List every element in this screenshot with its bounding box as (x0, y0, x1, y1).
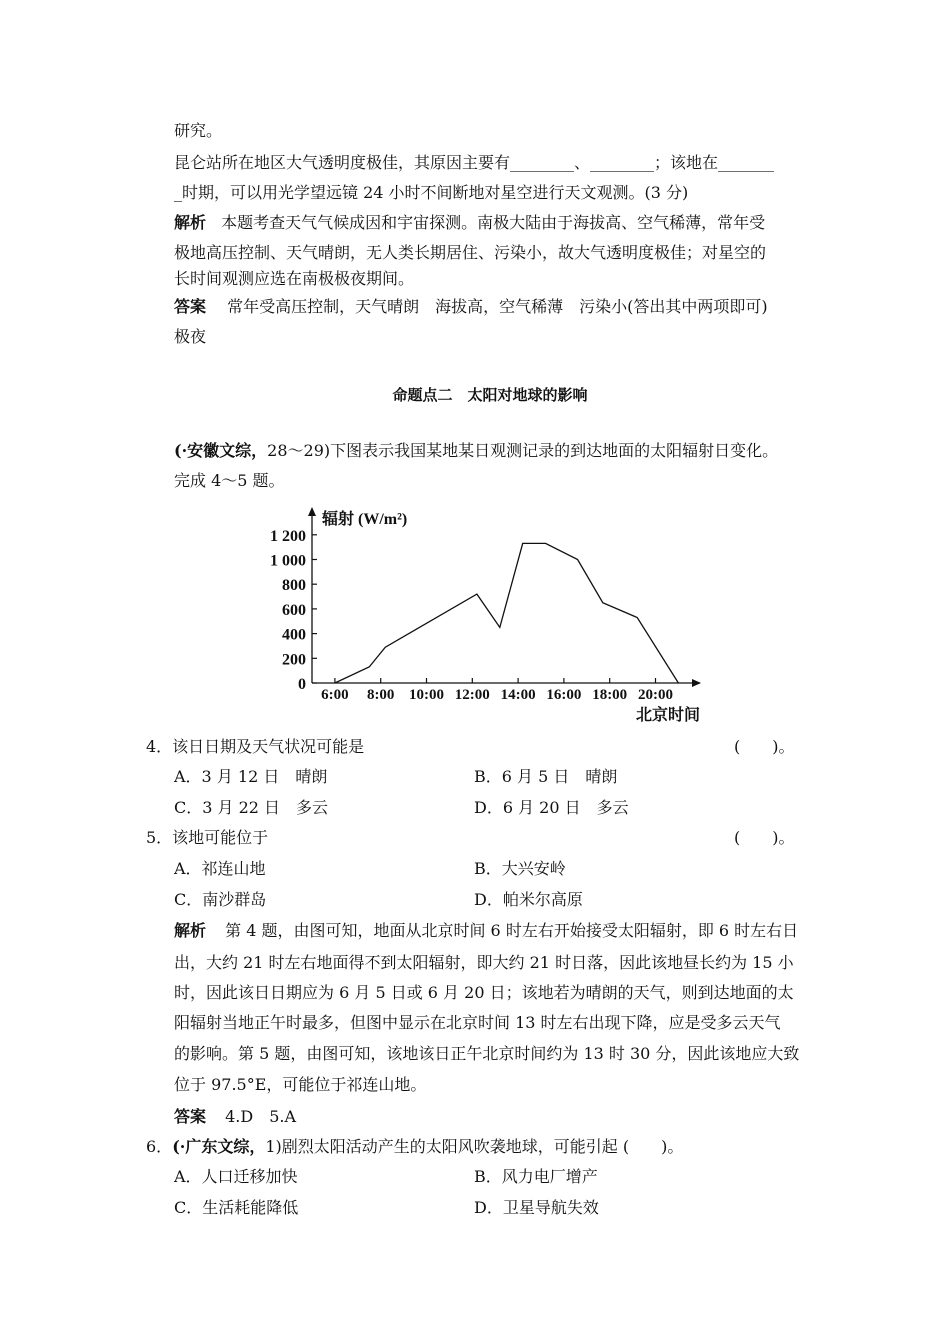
question-intro-line-2: 完成 4～5 题。 (174, 471, 285, 490)
question-source: (·安徽文综， (174, 441, 268, 460)
chart-series-line (335, 543, 679, 683)
q6-number: 6． (146, 1137, 173, 1156)
chart-x-tick-label: 18:00 (592, 687, 628, 703)
analysis-text: 第 4 题，由图可知，地面从北京时间 6 时左右开始接受太阳辐射，即 6 时左右日 (225, 921, 799, 940)
intro-line-2: 昆仑站所在地区大气透明度极佳，其原因主要有________、________；该地在_______ (174, 153, 775, 172)
answer-label: 答案 (174, 297, 207, 316)
chart-y-ticks (270, 528, 317, 693)
q45-analysis-line-3: 时，因此该日日期应为 6 月 5 日或 6 月 20 日；该地若为晴朗的天气，则到达地面的太 (174, 983, 794, 1002)
q6-stem (146, 1136, 683, 1158)
q45-analysis-line-2: 出，大约 21 时左右地面得不到太阳辐射，即大约 21 时日落，因此该地昼长约为 15 小 (174, 953, 794, 972)
solar-radiation-chart (250, 506, 720, 728)
q4-answer-paren[interactable]: ( )。 (734, 737, 795, 756)
chart-y-tick-label: 200 (282, 651, 306, 669)
chart-x-axis-label: 北京时间 (636, 707, 701, 724)
q5-option-c[interactable]: C．南沙群岛 (174, 890, 267, 909)
chart-y-axis-label: 辐射 (W/m²) (322, 511, 408, 528)
q6-option-b[interactable]: B．风力电厂增产 (474, 1167, 598, 1186)
q5-stem: 5．该地可能位于 (146, 828, 269, 847)
chart-x-tick-label: 12:00 (454, 687, 490, 703)
analysis-label: 解析 (174, 921, 207, 940)
chart-y-tick-label: 1 000 (270, 552, 306, 570)
q5-option-a[interactable]: A．祁连山地 (174, 859, 266, 878)
chart-x-tick-label: 8:00 (366, 687, 395, 703)
q4-option-b[interactable]: B．6 月 5 日 晴朗 (474, 767, 618, 786)
intro-answer-line-1 (174, 296, 768, 318)
chart-y-tick-label: 800 (282, 577, 306, 595)
intro-analysis-line-2: 极地高压控制、天气晴朗，无人类长期居住、污染小，故大气透明度极佳；对星空的 (174, 243, 767, 262)
intro-line-1: 研究。 (174, 121, 223, 140)
chart-y-tick-label: 600 (282, 601, 306, 619)
q6-option-a[interactable]: A．人口迁移加快 (174, 1167, 298, 1186)
q4-stem: 4．该日日期及天气状况可能是 (146, 737, 365, 756)
chart-x-tick-label: 16:00 (546, 687, 582, 703)
answer-text: 4.D 5.A (225, 1107, 297, 1126)
q6-option-c[interactable]: C．生活耗能降低 (174, 1198, 299, 1217)
chart-series (335, 543, 679, 683)
q5-answer-paren[interactable]: ( )。 (734, 828, 795, 847)
intro-analysis-line-3: 长时间观测应选在南极极夜期间。 (174, 269, 415, 288)
intro-answer-line-2: 极夜 (174, 327, 207, 346)
chart-x-ticks (321, 678, 673, 703)
intro-line-3: _时期，可以用光学望远镜 24 小时不间断地对星空进行天文观测。(3 分) (174, 183, 689, 202)
answer-text: 常年受高压控制，天气晴朗 海拔高，空气稀薄 污染小(答出其中两项即可) (227, 297, 768, 316)
question-intro-line-1 (174, 440, 778, 462)
q4-option-a[interactable]: A．3 月 12 日 晴朗 (174, 767, 328, 786)
q4-option-d[interactable]: D．6 月 20 日 多云 (474, 798, 629, 817)
q45-analysis-line-5: 的影响。第 5 题，由图可知，该地该日正午北京时间约为 13 时 30 分，因此该地应大致 (174, 1044, 800, 1063)
q45-analysis-line-1 (174, 920, 798, 942)
q45-answer-line (174, 1106, 296, 1128)
q6-source: (·广东文综， (172, 1137, 266, 1156)
answer-label: 答案 (174, 1107, 207, 1126)
intro-analysis-line-1 (174, 212, 765, 234)
q45-analysis-line-6: 位于 97.5°E，可能位于祁连山地。 (174, 1075, 427, 1094)
chart-axes (308, 507, 701, 687)
q5-option-b[interactable]: B．大兴安岭 (474, 859, 566, 878)
chart-y-tick-label: 0 (298, 676, 306, 693)
chart-x-tick-label: 14:00 (500, 687, 536, 703)
question-intro-text: 28～29)下图表示我国某地某日观测记录的到达地面的太阳辐射日变化。 (267, 441, 779, 460)
chart-x-tick-label: 10:00 (409, 687, 444, 703)
q6-text: 1)剧烈太阳活动产生的太阳风吹袭地球，可能引起 ( )。 (265, 1137, 684, 1156)
analysis-label: 解析 (174, 213, 207, 232)
q5-option-d[interactable]: D．帕米尔高原 (474, 890, 583, 909)
chart-y-tick-label: 1 200 (270, 527, 306, 545)
chart-x-tick-label: 6:00 (321, 687, 349, 703)
analysis-text: 本题考查天气气候成因和宇宙探测。南极大陆由于海拔高、空气稀薄，常年受 (221, 213, 766, 232)
q4-option-c[interactable]: C．3 月 22 日 多云 (174, 798, 329, 817)
q45-analysis-line-4: 阳辐射当地正午时最多，但图中显示在北京时间 13 时左右出现下降，应是受多云天气 (174, 1013, 781, 1032)
section-title: 命题点二 太阳对地球的影响 (392, 386, 588, 404)
chart-y-tick-label: 400 (282, 626, 306, 644)
chart-x-axis-arrow (692, 679, 701, 687)
chart-x-tick-label: 20:00 (638, 687, 673, 703)
chart-y-axis-arrow (308, 507, 316, 516)
q6-option-d[interactable]: D．卫星导航失效 (474, 1198, 599, 1217)
